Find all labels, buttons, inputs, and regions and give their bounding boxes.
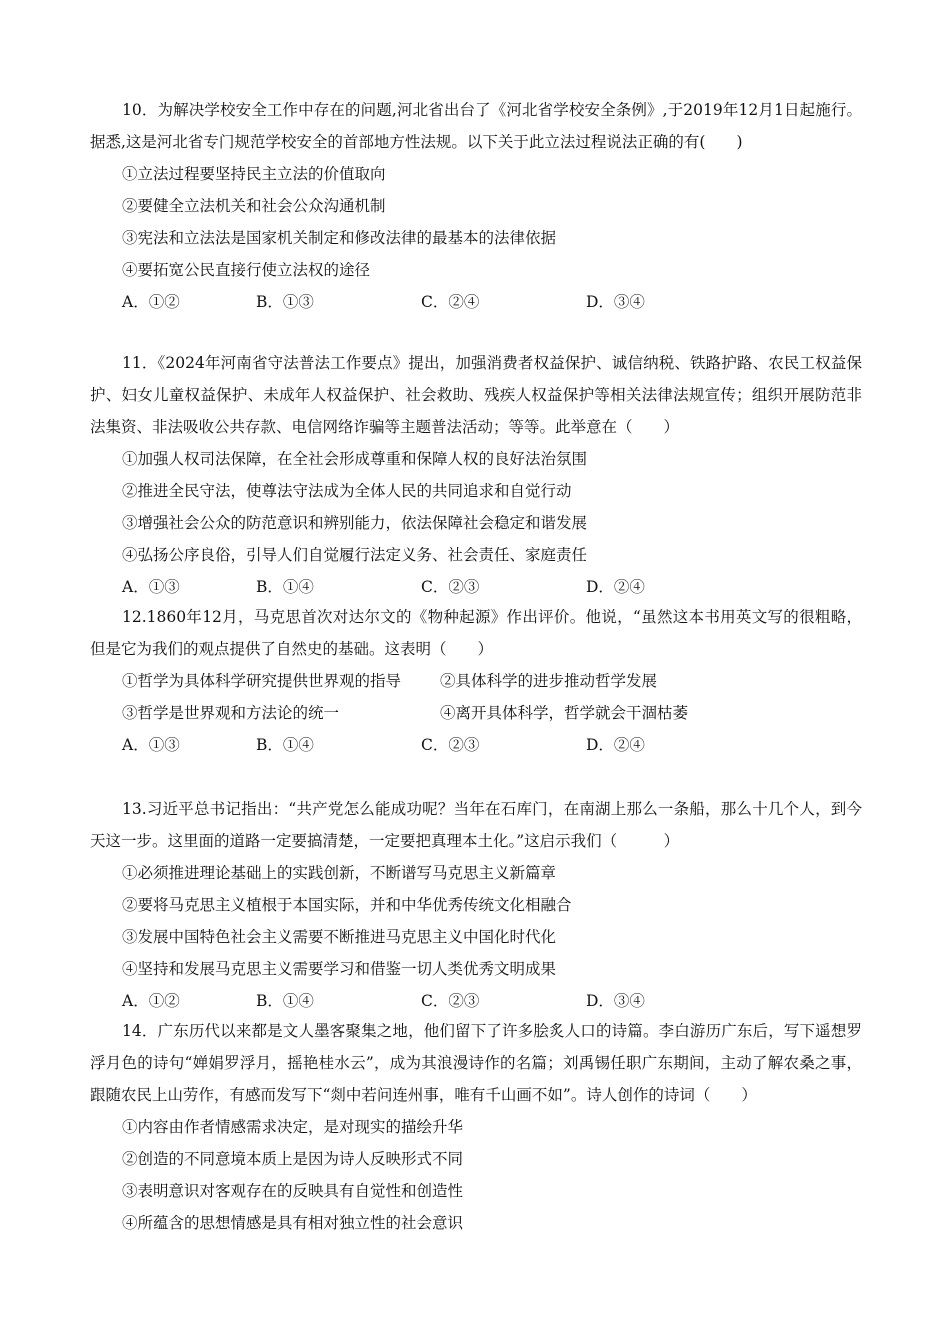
choice-a: A．①② [122,293,180,311]
statement-item: ②具体科学的进步推动哲学发展 [440,672,658,690]
statement-item: ①内容由作者情感需求决定，是对现实的描绘升华 [122,1118,464,1136]
question-stem: 14．广东历代以来都是文人墨客聚集之地，他们留下了许多脍炙人口的诗篇。李白游历广东后，写下遥想罗浮月色的诗句“婵娟罗浮月，摇艳桂水云”，成为其浪漫诗作的名篇；刘禹锡任职广东期间，主动了解农桑之事，跟随农民上山劳作，有感而发写下“剡中若问连州事，唯有千山画不如”。诗人创作的诗词（ ） [90,1022,862,1104]
choice-c: C．②③ [421,578,480,596]
statement-row [90,665,862,697]
choice-d: D．②④ [586,578,645,596]
choice-d: D．③④ [586,293,645,311]
statement-item: ①哲学为具体科学研究提供世界观的指导 [122,672,402,690]
statement-item: ①必须推进理论基础上的实践创新，不断谱写马克思主义新篇章 [122,864,557,882]
statement-item: ④离开具体科学，哲学就会干涸枯萎 [440,704,689,722]
question-11 [90,347,862,603]
choice-b: B．①③ [256,293,314,311]
question-stem: 11．《2024年河南省守法普法工作要点》提出，加强消费者权益保护、诚信纳税、铁路护路、农民工权益保护、妇女儿童权益保护、未成年人权益保护、社会救助、残疾人权益保护等相关法律法规宣传；组织开展防范非法集资、非法吸收公共存款、电信网络诈骗等主题普法活动；等等。此举意在（ ） [90,354,862,436]
question-10 [90,94,862,318]
statement-item: ④要拓宽公民直接行使立法权的途径 [122,261,371,279]
statement-row [90,697,862,729]
statement-item: ③哲学是世界观和方法论的统一 [122,704,340,722]
statement-item: ①立法过程要坚持民主立法的价值取向 [122,165,386,183]
choice-a: A．①③ [122,736,180,754]
answer-choices [90,729,862,761]
statement-item: ④所蕴含的思想情感是具有相对独立性的社会意识 [122,1214,464,1232]
choice-d: D．③④ [586,992,645,1010]
statement-item: ①加强人权司法保障，在全社会形成尊重和保障人权的良好法治氛围 [122,450,588,468]
question-12 [90,601,862,761]
statement-item: ②要将马克思主义植根于本国实际，并和中华优秀传统文化相融合 [122,896,572,914]
statement-item: ③发展中国特色社会主义需要不断推进马克思主义中国化时代化 [122,928,557,946]
choice-c: C．②③ [421,992,480,1010]
choice-b: B．①④ [256,992,314,1010]
question-14 [90,1015,862,1239]
answer-choices [90,286,862,318]
statement-item: ③宪法和立法法是国家机关制定和修改法律的最基本的法律依据 [122,229,557,247]
answer-choices [90,571,862,603]
choice-d: D．②④ [586,736,645,754]
statement-item: ④坚持和发展马克思主义需要学习和借鉴一切人类优秀文明成果 [122,960,557,978]
statement-item: ②推进全民守法，使尊法守法成为全体人民的共同追求和自觉行动 [122,482,572,500]
choice-b: B．①④ [256,578,314,596]
choice-a: A．①③ [122,578,180,596]
choice-b: B．①④ [256,736,314,754]
choice-a: A．①② [122,992,180,1010]
question-stem: 13.习近平总书记指出：“共产党怎么能成功呢？当年在石库门，在南湖上那么一条船，那么十几个人，到今天这一步。这里面的道路一定要搞清楚，一定要把真理本土化。”这启示我们（ ） [90,800,862,850]
statement-item: ③表明意识对客观存在的反映具有自觉性和创造性 [122,1182,464,1200]
question-stem: 12.1860年12月，马克思首次对达尔文的《物种起源》作出评价。他说，“虽然这本书用英文写的很粗略，但是它为我们的观点提供了自然史的基础。这表明（ ） [90,608,862,658]
question-stem: 10．为解决学校安全工作中存在的问题,河北省出台了《河北省学校安全条例》,于2019年12月1日起施行。据悉,这是河北省专门规范学校安全的首部地方性法规。以下关于此立法过程说法正确的有( ) [90,101,862,151]
choice-c: C．②④ [421,293,480,311]
statement-item: ②要健全立法机关和社会公众沟通机制 [122,197,386,215]
question-13 [90,793,862,1017]
answer-choices [90,985,862,1017]
choice-c: C．②③ [421,736,480,754]
statement-item: ②创造的不同意境本质上是因为诗人反映形式不同 [122,1150,464,1168]
statement-item: ④弘扬公序良俗，引导人们自觉履行法定义务、社会责任、家庭责任 [122,546,588,564]
statement-item: ③增强社会公众的防范意识和辨别能力，依法保障社会稳定和谐发展 [122,514,588,532]
